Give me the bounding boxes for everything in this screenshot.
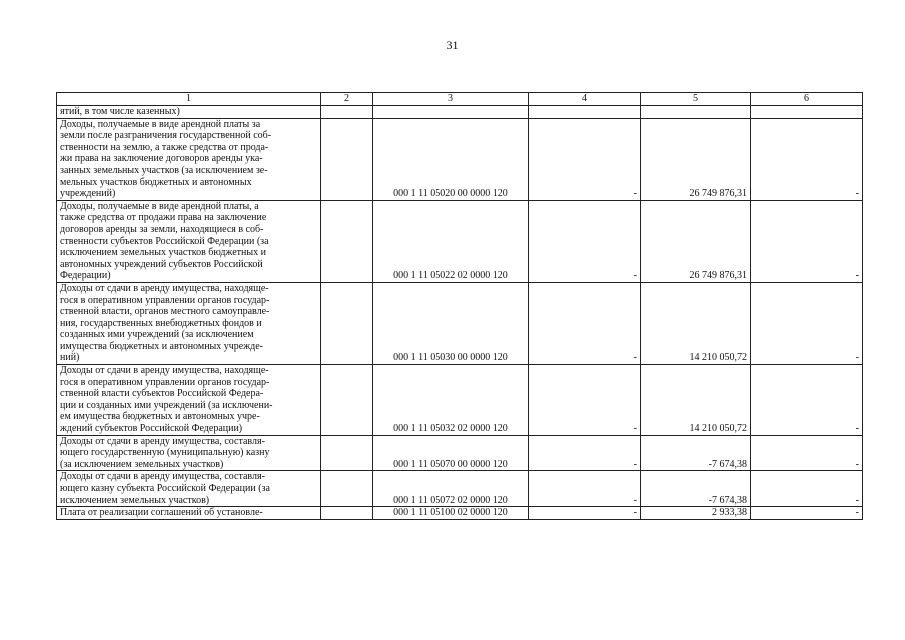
revenue-table bbox=[56, 92, 863, 520]
row-col6: - bbox=[751, 365, 863, 436]
description-line: ющего государственную (муниципальную) казну bbox=[60, 447, 270, 459]
row-classification-code: 000 1 11 05100 02 0000 120 bbox=[373, 507, 529, 520]
row-classification-code: 000 1 11 05022 02 0000 120 bbox=[373, 200, 529, 282]
row-col4: - bbox=[529, 507, 641, 520]
column-header: 2 bbox=[321, 93, 373, 106]
description-line: созданных ими учреждений (за исключением bbox=[60, 329, 254, 341]
row-col2 bbox=[321, 507, 373, 520]
row-col6: - bbox=[751, 507, 863, 520]
row-description bbox=[57, 106, 321, 119]
row-description bbox=[57, 471, 321, 507]
row-description bbox=[57, 200, 321, 282]
row-amount: 26 749 876,31 bbox=[641, 200, 751, 282]
column-header: 5 bbox=[641, 93, 751, 106]
row-amount: -7 674,38 bbox=[641, 435, 751, 471]
table-row bbox=[57, 200, 863, 282]
row-amount: 14 210 050,72 bbox=[641, 282, 751, 364]
description-line: Доходы от сдачи в аренду имущества, составля- bbox=[60, 435, 265, 447]
row-col2 bbox=[321, 200, 373, 282]
description-line: учреждений) bbox=[60, 188, 116, 200]
description-line: гося в оперативном управлении органов государ- bbox=[60, 376, 270, 388]
description-line: ждений субъектов Российской Федерации) bbox=[60, 423, 243, 435]
column-header: 6 bbox=[751, 93, 863, 106]
row-col2 bbox=[321, 365, 373, 436]
column-header: 4 bbox=[529, 93, 641, 106]
row-description bbox=[57, 435, 321, 471]
description-line: Федерации) bbox=[60, 270, 111, 282]
row-col6 bbox=[751, 106, 863, 119]
row-col2 bbox=[321, 106, 373, 119]
row-col6: - bbox=[751, 282, 863, 364]
description-line: ния, государственных внебюджетных фондов и bbox=[60, 317, 262, 329]
description-line: земли после разграничения государственной соб- bbox=[60, 130, 272, 142]
description-line: ем имущества бюджетных и автономных учре- bbox=[60, 411, 260, 423]
description-line: (за исключением земельных участков) bbox=[60, 458, 224, 470]
description-line: также средства от продажи права на заключение bbox=[60, 212, 267, 224]
description-line: Доходы от сдачи в аренду имущества, находяще- bbox=[60, 365, 269, 377]
description-line: ятий, в том числе казенных) bbox=[60, 106, 180, 117]
row-amount: 14 210 050,72 bbox=[641, 365, 751, 436]
description-line: ственной власти субъектов Российской Федера- bbox=[60, 388, 264, 400]
row-col6: - bbox=[751, 200, 863, 282]
description-line: договоров аренды за земли, находящиеся в соб- bbox=[60, 223, 264, 235]
description-line: Доходы, получаемые в виде арендной платы, а bbox=[60, 200, 259, 212]
description-line: ции и созданных ими учреждений (за исключени- bbox=[60, 399, 273, 411]
description-line: Доходы от сдачи в аренду имущества, находяще- bbox=[60, 282, 269, 294]
row-col4: - bbox=[529, 471, 641, 507]
description-line: гося в оперативном управлении органов государ- bbox=[60, 294, 270, 306]
table-row bbox=[57, 435, 863, 471]
row-col2 bbox=[321, 435, 373, 471]
row-col2 bbox=[321, 282, 373, 364]
row-col2 bbox=[321, 118, 373, 200]
description-line: Доходы от сдачи в аренду имущества, составля- bbox=[60, 471, 265, 483]
row-description bbox=[57, 507, 321, 520]
row-col6: - bbox=[751, 435, 863, 471]
row-col6: - bbox=[751, 471, 863, 507]
row-amount: -7 674,38 bbox=[641, 471, 751, 507]
column-header: 1 bbox=[57, 93, 321, 106]
description-line: занных земельных участков (за исключением зе- bbox=[60, 164, 268, 176]
description-line: автономных учреждений субъектов Российской bbox=[60, 258, 263, 270]
description-line: имущества бюджетных и автономных учрежде- bbox=[60, 340, 263, 352]
row-classification-code: 000 1 11 05030 00 0000 120 bbox=[373, 282, 529, 364]
column-header: 3 bbox=[373, 93, 529, 106]
description-line: ственной власти, органов местного самоуправле- bbox=[60, 306, 270, 318]
description-line: мельных участков бюджетных и автономных bbox=[60, 176, 252, 188]
row-classification-code bbox=[373, 106, 529, 119]
description-line: исключением земельных участков) bbox=[60, 494, 210, 506]
row-description bbox=[57, 365, 321, 436]
row-col2 bbox=[321, 471, 373, 507]
description-line: Доходы, получаемые в виде арендной платы за bbox=[60, 118, 261, 130]
row-description bbox=[57, 282, 321, 364]
description-line: ний) bbox=[60, 352, 80, 364]
description-line: ственности субъектов Российской Федерации (за bbox=[60, 235, 269, 247]
row-classification-code: 000 1 11 05020 00 0000 120 bbox=[373, 118, 529, 200]
row-classification-code: 000 1 11 05070 00 0000 120 bbox=[373, 435, 529, 471]
row-classification-code: 000 1 11 05072 02 0000 120 bbox=[373, 471, 529, 507]
row-col4: - bbox=[529, 282, 641, 364]
table-row bbox=[57, 507, 863, 520]
column-number-row bbox=[57, 93, 863, 106]
table-row bbox=[57, 365, 863, 436]
row-amount: 26 749 876,31 bbox=[641, 118, 751, 200]
table-row bbox=[57, 106, 863, 119]
table-row bbox=[57, 471, 863, 507]
description-line: ственности на землю, а также средства от прода- bbox=[60, 141, 269, 153]
row-col4: - bbox=[529, 365, 641, 436]
row-col4: - bbox=[529, 435, 641, 471]
page-number: 31 bbox=[446, 38, 459, 52]
table-row bbox=[57, 282, 863, 364]
row-col4: - bbox=[529, 200, 641, 282]
description-line: исключением земельных участков бюджетных и bbox=[60, 247, 266, 259]
description-line: жи права на заключение договоров аренды ука- bbox=[60, 153, 263, 165]
row-col4: - bbox=[529, 118, 641, 200]
row-amount bbox=[641, 106, 751, 119]
row-description bbox=[57, 118, 321, 200]
description-line: Плата от реализации соглашений об установле- bbox=[60, 507, 263, 519]
table-body bbox=[57, 106, 863, 520]
row-col6: - bbox=[751, 118, 863, 200]
table-row bbox=[57, 118, 863, 200]
row-classification-code: 000 1 11 05032 02 0000 120 bbox=[373, 365, 529, 436]
row-amount: 2 933,38 bbox=[641, 507, 751, 520]
row-col4 bbox=[529, 106, 641, 119]
description-line: ющего казну субъекта Российской Федерации (за bbox=[60, 483, 270, 494]
